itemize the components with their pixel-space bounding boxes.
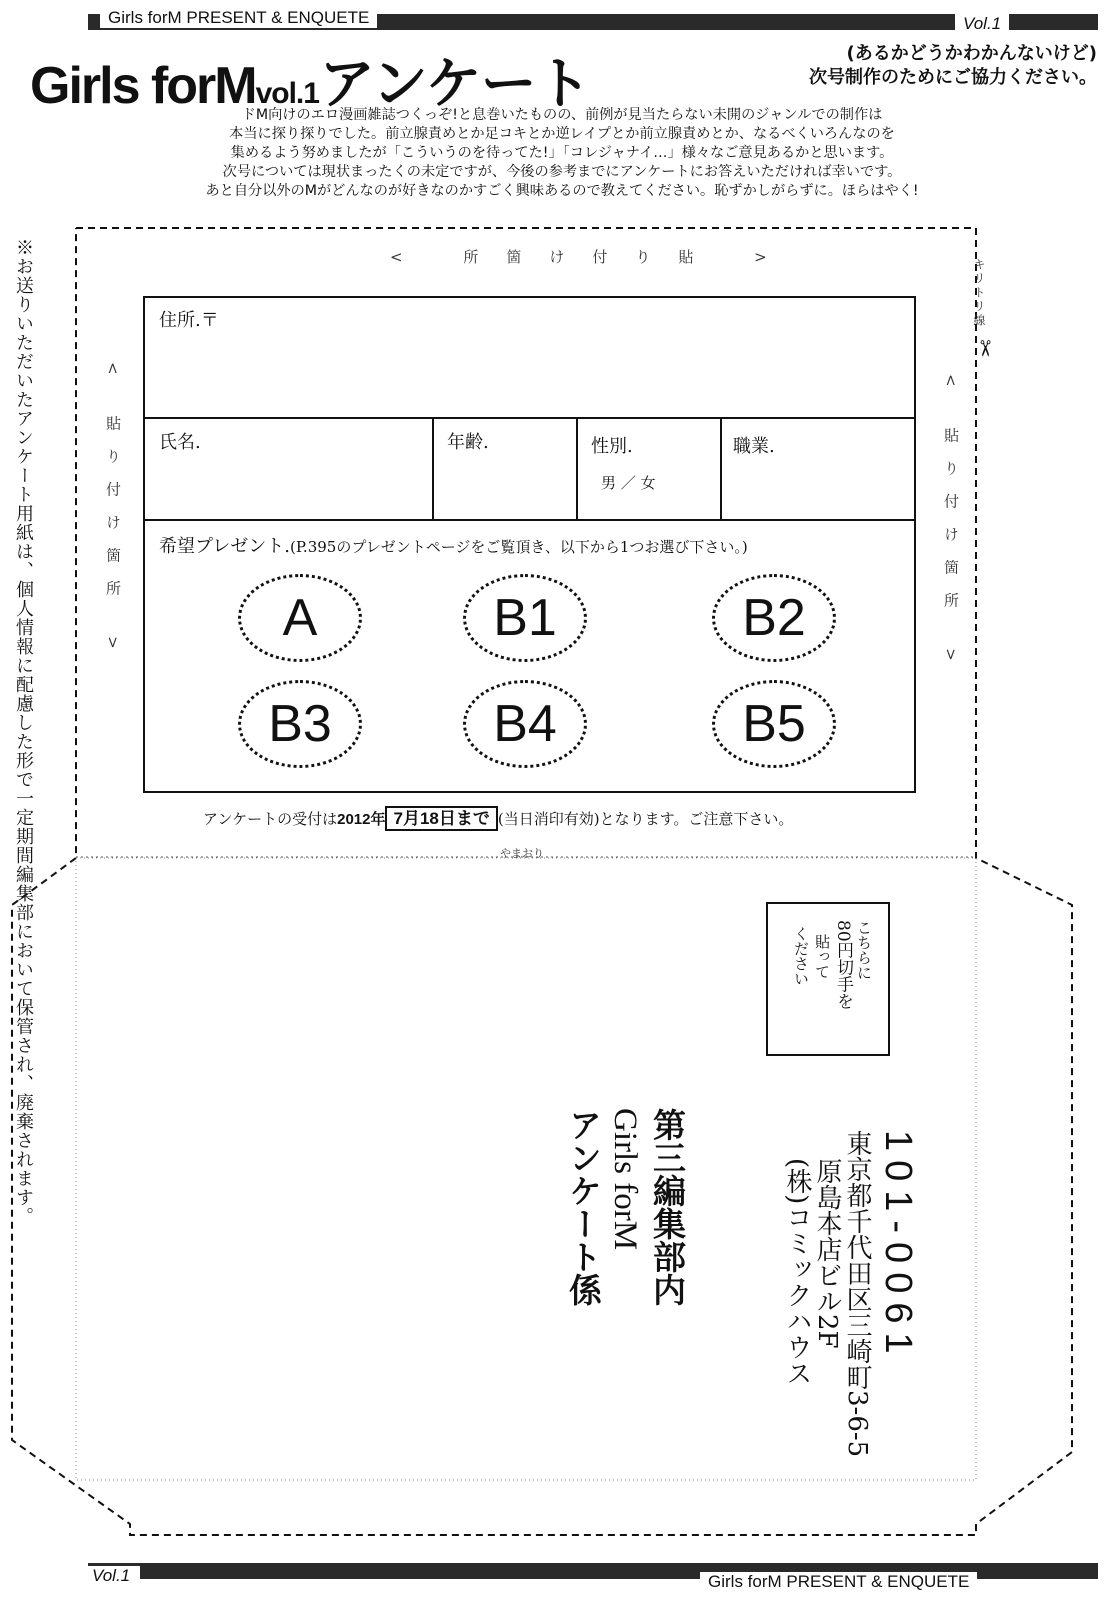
footer-right: Girls forM PRESENT & ENQUETE <box>700 1572 977 1592</box>
title-jp: アンケート <box>318 52 591 117</box>
deadline-year: 2012年 <box>337 811 386 828</box>
address-label: 住所.〒 <box>159 310 219 331</box>
dept-line: 第三編集部内 <box>648 1108 687 1306</box>
dept-line: アンケート係 <box>564 1108 603 1306</box>
intro-line: 本当に探り探りでした。前立腺責めとか足コキとか逆レイプとか前立腺責めとか、なるべくいろんなのを <box>229 126 895 142</box>
recipient-dept <box>562 1108 688 1306</box>
deadline-date: 7月18日まで <box>385 806 497 831</box>
choice-b2[interactable]: B2 <box>712 574 836 662</box>
title-main: Girls forM <box>30 57 256 115</box>
stamp-box <box>766 902 890 1056</box>
job-label: 職業. <box>733 436 775 457</box>
present-note: (P.395のプレゼントページをご覧頂き、以下から1つお選び下さい。) <box>290 538 748 556</box>
stamp-text <box>790 920 874 1010</box>
address-line: 東京都千代田区三崎町3-6-5 <box>842 1130 872 1458</box>
intro-line: 集めるよう努めましたが「こういうのを待ってた!」「コレジャナイ…」様々なご意見あるかと思います。 <box>230 145 894 161</box>
choice-b4[interactable]: B4 <box>463 680 587 768</box>
form-divider <box>432 419 434 520</box>
deadline-prefix: アンケートの受付は <box>203 810 338 828</box>
deadline-suffix: (当日消印有効)となります。ご注意下さい。 <box>497 810 794 828</box>
choice-a[interactable]: A <box>238 574 362 662</box>
title-sub-line2: 次号制作のためにご協力ください。 <box>809 67 1097 88</box>
intro-line: ドM向けのエロ漫画雑誌つくっぞ!と息巻いたものの、前例が見当たらない未開のジャンルでの制作は <box>241 107 883 123</box>
title-vol: vol.1 <box>255 77 319 110</box>
form-divider <box>576 419 578 520</box>
header-right: Vol.1 <box>955 14 1009 34</box>
survey-form <box>143 296 916 793</box>
choice-b1[interactable]: B1 <box>463 574 587 662</box>
gender-options[interactable]: 男 ／ 女 <box>601 474 656 492</box>
paste-label-top: < 所箇け付り貼 > <box>390 248 795 266</box>
intro-line: あと自分以外のMがどんなのが好きなのかすごく興味あるので教えてください。恥ずかしがらずに。ほらはやく! <box>205 183 919 199</box>
mailing-address <box>782 1130 872 1457</box>
scissors-icon: ✂ <box>971 339 997 358</box>
stamp-line: ください <box>792 926 810 986</box>
stamp-line: 80円切手を <box>833 920 853 1010</box>
choice-b5[interactable]: B5 <box>712 680 836 768</box>
present-title: 希望プレゼント. <box>159 536 291 557</box>
footer-left: Vol.1 <box>82 1566 140 1586</box>
choice-b3[interactable]: B3 <box>238 680 362 768</box>
name-label: 氏名. <box>159 432 201 453</box>
address-line: (株)コミックハウス <box>782 1158 812 1387</box>
form-divider <box>720 419 722 520</box>
postal-code: 101-0061 <box>877 1130 919 1363</box>
form-divider <box>145 417 914 419</box>
title-sub-line1: (あるかどうかわかんないけど) <box>846 43 1097 64</box>
deadline-note <box>203 804 793 829</box>
paste-label-right: < 貼り付け箇所 > <box>942 374 960 679</box>
present-label <box>159 532 748 558</box>
intro-line: 次号については現状まったくの未定ですが、今後の参考までにアンケートにお答えいただければ幸いです。 <box>222 164 902 180</box>
stamp-line: こちらに <box>855 920 873 980</box>
header-left: Girls forM PRESENT & ENQUETE <box>100 8 377 28</box>
address-line: 原島本店ビル2F <box>812 1158 842 1349</box>
stamp-line: 貼って <box>813 934 831 979</box>
cut-line-label: キリトリ線 <box>972 258 986 328</box>
paste-label-left: < 貼り付け箇所 > <box>104 362 122 667</box>
gender-label: 性別. <box>591 436 633 457</box>
dept-line: Girls forM <box>607 1108 643 1251</box>
form-divider <box>145 519 914 521</box>
fold-label: やまおり <box>500 847 544 860</box>
privacy-note: ※お送りいただいたアンケート用紙は、個人情報に配慮した形で一定期間編集部において保管され、廃棄されます。 <box>13 238 34 1226</box>
age-label: 年齢. <box>447 432 489 453</box>
